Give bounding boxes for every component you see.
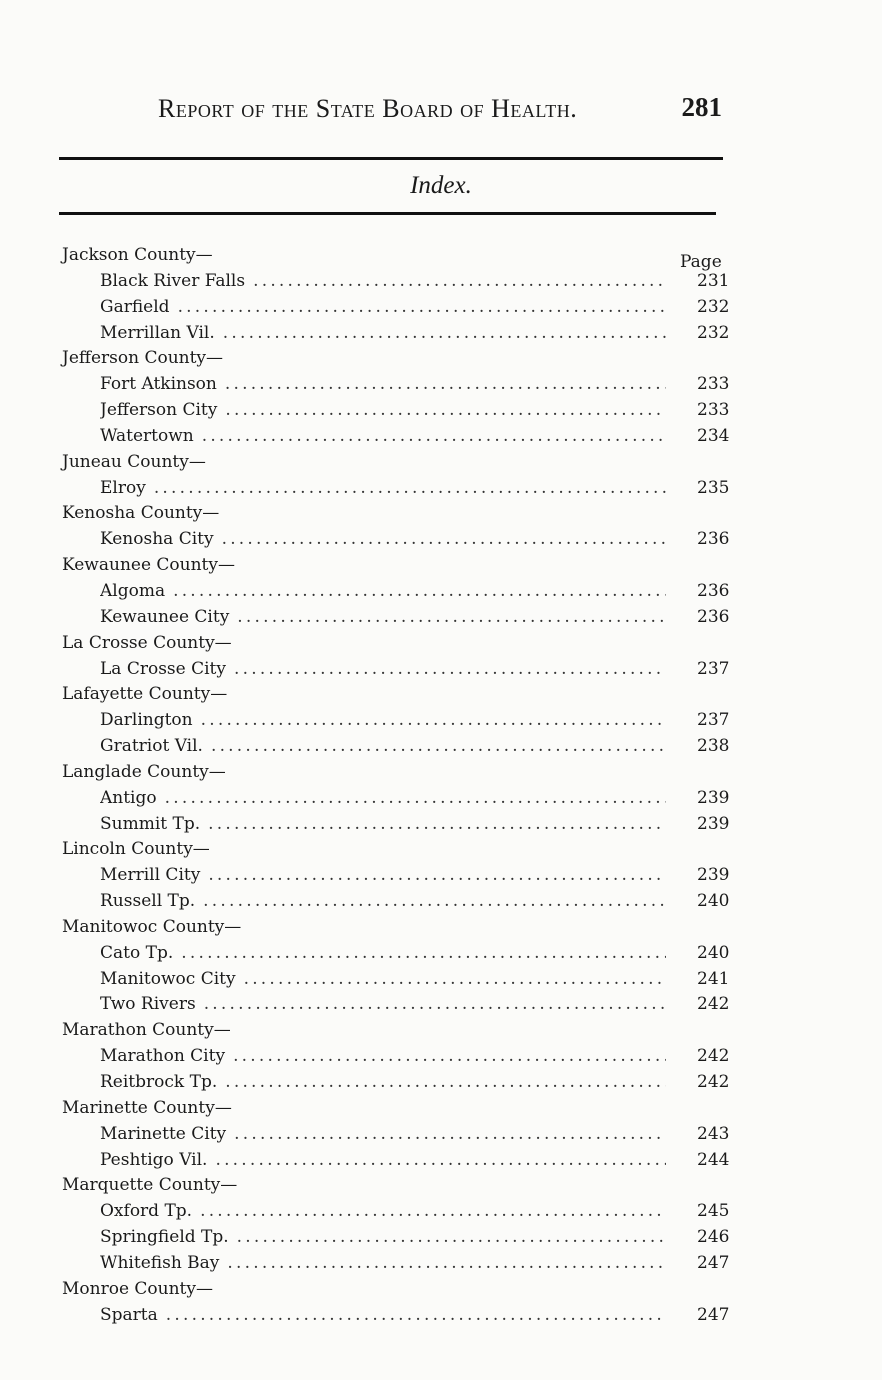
page-reference: 247 <box>697 1304 730 1325</box>
index-entry <box>0 967 882 993</box>
county-heading-row <box>0 1096 882 1122</box>
dot-leader <box>208 812 666 838</box>
county-heading: La Crosse County— <box>62 632 232 653</box>
place-entry <box>100 1303 666 1329</box>
place-entry <box>100 1044 666 1070</box>
place-name: Merrillan Vil. <box>100 322 215 343</box>
page-reference: 238 <box>697 736 730 757</box>
county-heading: Kenosha County— <box>62 503 220 524</box>
county-heading-row <box>0 915 882 941</box>
county-heading: Juneau County— <box>62 451 206 472</box>
place-entry <box>100 269 666 295</box>
county-heading-row <box>0 631 882 657</box>
page-column-label: Page <box>680 252 722 272</box>
index-entry <box>0 734 882 760</box>
place-entry <box>100 321 666 347</box>
dot-leader <box>237 1225 666 1251</box>
county-heading-row <box>0 450 882 476</box>
index-entry <box>0 786 882 812</box>
index-entry <box>0 605 882 631</box>
place-entry <box>100 889 666 915</box>
place-entry <box>100 476 666 502</box>
page-reference: 237 <box>697 710 730 731</box>
index-entry <box>0 1122 882 1148</box>
index-entry <box>0 1225 882 1251</box>
dot-leader <box>237 605 666 631</box>
running-title: Report of the State Board of Health. <box>158 94 578 123</box>
index-entry <box>0 398 882 424</box>
place-name: Algoma <box>100 580 166 601</box>
dot-leader <box>222 527 666 553</box>
index-entry <box>0 295 882 321</box>
index-entry <box>0 1044 882 1070</box>
index-entry <box>0 889 882 915</box>
page-reference: 246 <box>697 1227 730 1248</box>
dot-leader <box>225 1070 666 1096</box>
page-reference: 242 <box>697 994 730 1015</box>
page-reference: 243 <box>697 1123 730 1144</box>
county-heading-row <box>0 760 882 786</box>
county-heading: Marathon County— <box>62 1020 231 1041</box>
page-reference: 233 <box>697 374 730 395</box>
page-reference: 232 <box>697 322 730 343</box>
dot-leader <box>204 992 666 1018</box>
page-reference: 233 <box>697 400 730 421</box>
index-title: Index. <box>410 172 472 199</box>
index-entry <box>0 992 882 1018</box>
page-reference: 242 <box>697 1072 730 1092</box>
county-heading-row <box>0 1018 882 1044</box>
county-heading-row <box>0 501 882 527</box>
place-name: Cato Tp. <box>100 942 174 963</box>
county-heading: Marinette County— <box>62 1097 232 1118</box>
dot-leader <box>173 579 666 605</box>
page-reference: 239 <box>697 813 730 834</box>
county-heading-row <box>0 346 882 372</box>
top-rule <box>59 157 723 160</box>
place-name: Fort Atkinson <box>100 374 217 395</box>
place-entry <box>100 863 666 889</box>
county-heading: Jackson County— <box>62 245 213 265</box>
place-name: Peshtigo Vil. <box>100 1149 208 1170</box>
page-reference: 236 <box>697 580 730 601</box>
page-reference: 242 <box>697 1046 730 1067</box>
index-entry <box>0 476 882 502</box>
place-entry <box>100 812 666 838</box>
place-entry <box>100 398 666 424</box>
county-heading: Langlade County— <box>62 761 226 782</box>
place-name: Watertown <box>100 425 194 446</box>
dot-leader <box>200 1199 666 1225</box>
index-entry <box>0 657 882 683</box>
place-entry <box>100 708 666 734</box>
place-name: Darlington <box>100 710 193 731</box>
index-entry <box>0 321 882 347</box>
place-entry <box>100 657 666 683</box>
place-name: Manitowoc City <box>100 968 236 989</box>
index-entry <box>0 708 882 734</box>
dot-leader <box>211 734 666 760</box>
page-reference: 240 <box>697 942 730 963</box>
dot-leader <box>203 889 666 915</box>
page-reference: 237 <box>697 658 730 679</box>
place-name: Summit Tp. <box>100 813 201 834</box>
dot-leader <box>201 708 666 734</box>
place-name: Russell Tp. <box>100 891 196 912</box>
page-reference: 239 <box>697 787 730 808</box>
page-reference: 231 <box>697 270 730 291</box>
dot-leader <box>225 398 666 424</box>
county-heading-row <box>0 1277 882 1303</box>
page-reference: 244 <box>697 1149 730 1170</box>
place-name: Black River Falls <box>100 270 246 291</box>
place-name: Springfield Tp. <box>100 1227 229 1248</box>
place-name: Kenosha City <box>100 529 214 550</box>
place-entry <box>100 734 666 760</box>
dot-leader <box>225 372 666 398</box>
index-entries <box>0 243 882 1328</box>
county-heading-row <box>0 682 882 708</box>
county-heading: Jefferson County— <box>62 348 224 369</box>
county-heading: Monroe County— <box>62 1278 213 1299</box>
county-heading: Kewaunee County— <box>62 555 235 576</box>
place-entry <box>100 1070 666 1096</box>
place-name: Jefferson City <box>100 400 218 421</box>
index-entry <box>0 1251 882 1277</box>
place-entry <box>100 1225 666 1251</box>
dot-leader <box>244 967 666 993</box>
place-name: Merrill City <box>100 865 201 886</box>
dot-leader <box>227 1251 666 1277</box>
place-name: Oxford Tp. <box>100 1201 193 1222</box>
page-reference: 241 <box>697 968 730 989</box>
county-heading: Manitowoc County— <box>62 916 242 937</box>
county-heading-row <box>0 553 882 579</box>
index-entry <box>0 1199 882 1225</box>
place-name: Two Rivers <box>100 994 196 1015</box>
page-reference: 245 <box>697 1201 730 1222</box>
dot-leader <box>202 424 666 450</box>
index-entry <box>0 812 882 838</box>
place-entry <box>100 967 666 993</box>
place-entry <box>100 1199 666 1225</box>
index-entry <box>0 269 882 295</box>
county-heading: Marquette County— <box>62 1175 238 1196</box>
place-name: Reitbrock Tp. <box>100 1072 218 1092</box>
place-name: Marinette City <box>100 1123 227 1144</box>
place-name: La Crosse City <box>100 658 226 679</box>
page-reference: 240 <box>697 891 730 912</box>
place-entry <box>100 786 666 812</box>
dot-leader <box>215 1148 666 1174</box>
dot-leader <box>223 321 666 347</box>
dot-leader <box>208 863 666 889</box>
place-entry <box>100 1148 666 1174</box>
place-entry <box>100 941 666 967</box>
running-header <box>158 92 728 132</box>
place-entry <box>100 372 666 398</box>
place-name: Antigo <box>100 787 157 808</box>
index-entry <box>0 372 882 398</box>
county-heading-row <box>0 1173 882 1199</box>
page-reference: 235 <box>697 477 730 498</box>
index-entry <box>0 527 882 553</box>
index-entry <box>0 579 882 605</box>
page-reference: 232 <box>697 296 730 317</box>
page-reference: 236 <box>697 606 730 627</box>
dot-leader <box>234 1122 666 1148</box>
place-entry <box>100 1251 666 1277</box>
index-entry <box>0 941 882 967</box>
county-heading: Lincoln County— <box>62 839 210 860</box>
place-name: Whitefish Bay <box>100 1252 220 1273</box>
dot-leader <box>253 269 666 295</box>
dot-leader <box>166 1303 666 1329</box>
place-entry <box>100 424 666 450</box>
dot-leader <box>154 476 666 502</box>
dot-leader <box>233 1044 666 1070</box>
place-name: Garfield <box>100 296 170 317</box>
place-name: Marathon City <box>100 1046 226 1067</box>
index-entry <box>0 863 882 889</box>
place-name: Sparta <box>100 1304 158 1325</box>
place-entry <box>100 992 666 1018</box>
index-entry <box>0 424 882 450</box>
page-reference: 239 <box>697 865 730 886</box>
page-number: 281 <box>681 92 722 122</box>
page-reference: 234 <box>697 425 730 446</box>
place-entry <box>100 605 666 631</box>
dot-leader <box>178 295 666 321</box>
place-name: Gratriot Vil. <box>100 736 203 757</box>
place-entry <box>100 527 666 553</box>
county-heading-row <box>0 243 882 269</box>
bottom-rule <box>59 212 716 215</box>
page-reference: 236 <box>697 529 730 550</box>
place-name: Kewaunee City <box>100 606 230 627</box>
county-heading-row <box>0 837 882 863</box>
index-entry <box>0 1303 882 1329</box>
dot-leader <box>165 786 666 812</box>
place-entry <box>100 295 666 321</box>
place-name: Elroy <box>100 477 146 498</box>
place-entry <box>100 1122 666 1148</box>
index-entry <box>0 1070 882 1096</box>
county-heading: Lafayette County— <box>62 684 228 705</box>
page-reference: 247 <box>697 1252 730 1273</box>
place-entry <box>100 579 666 605</box>
dot-leader <box>181 941 666 967</box>
dot-leader <box>234 657 666 683</box>
index-entry <box>0 1148 882 1174</box>
